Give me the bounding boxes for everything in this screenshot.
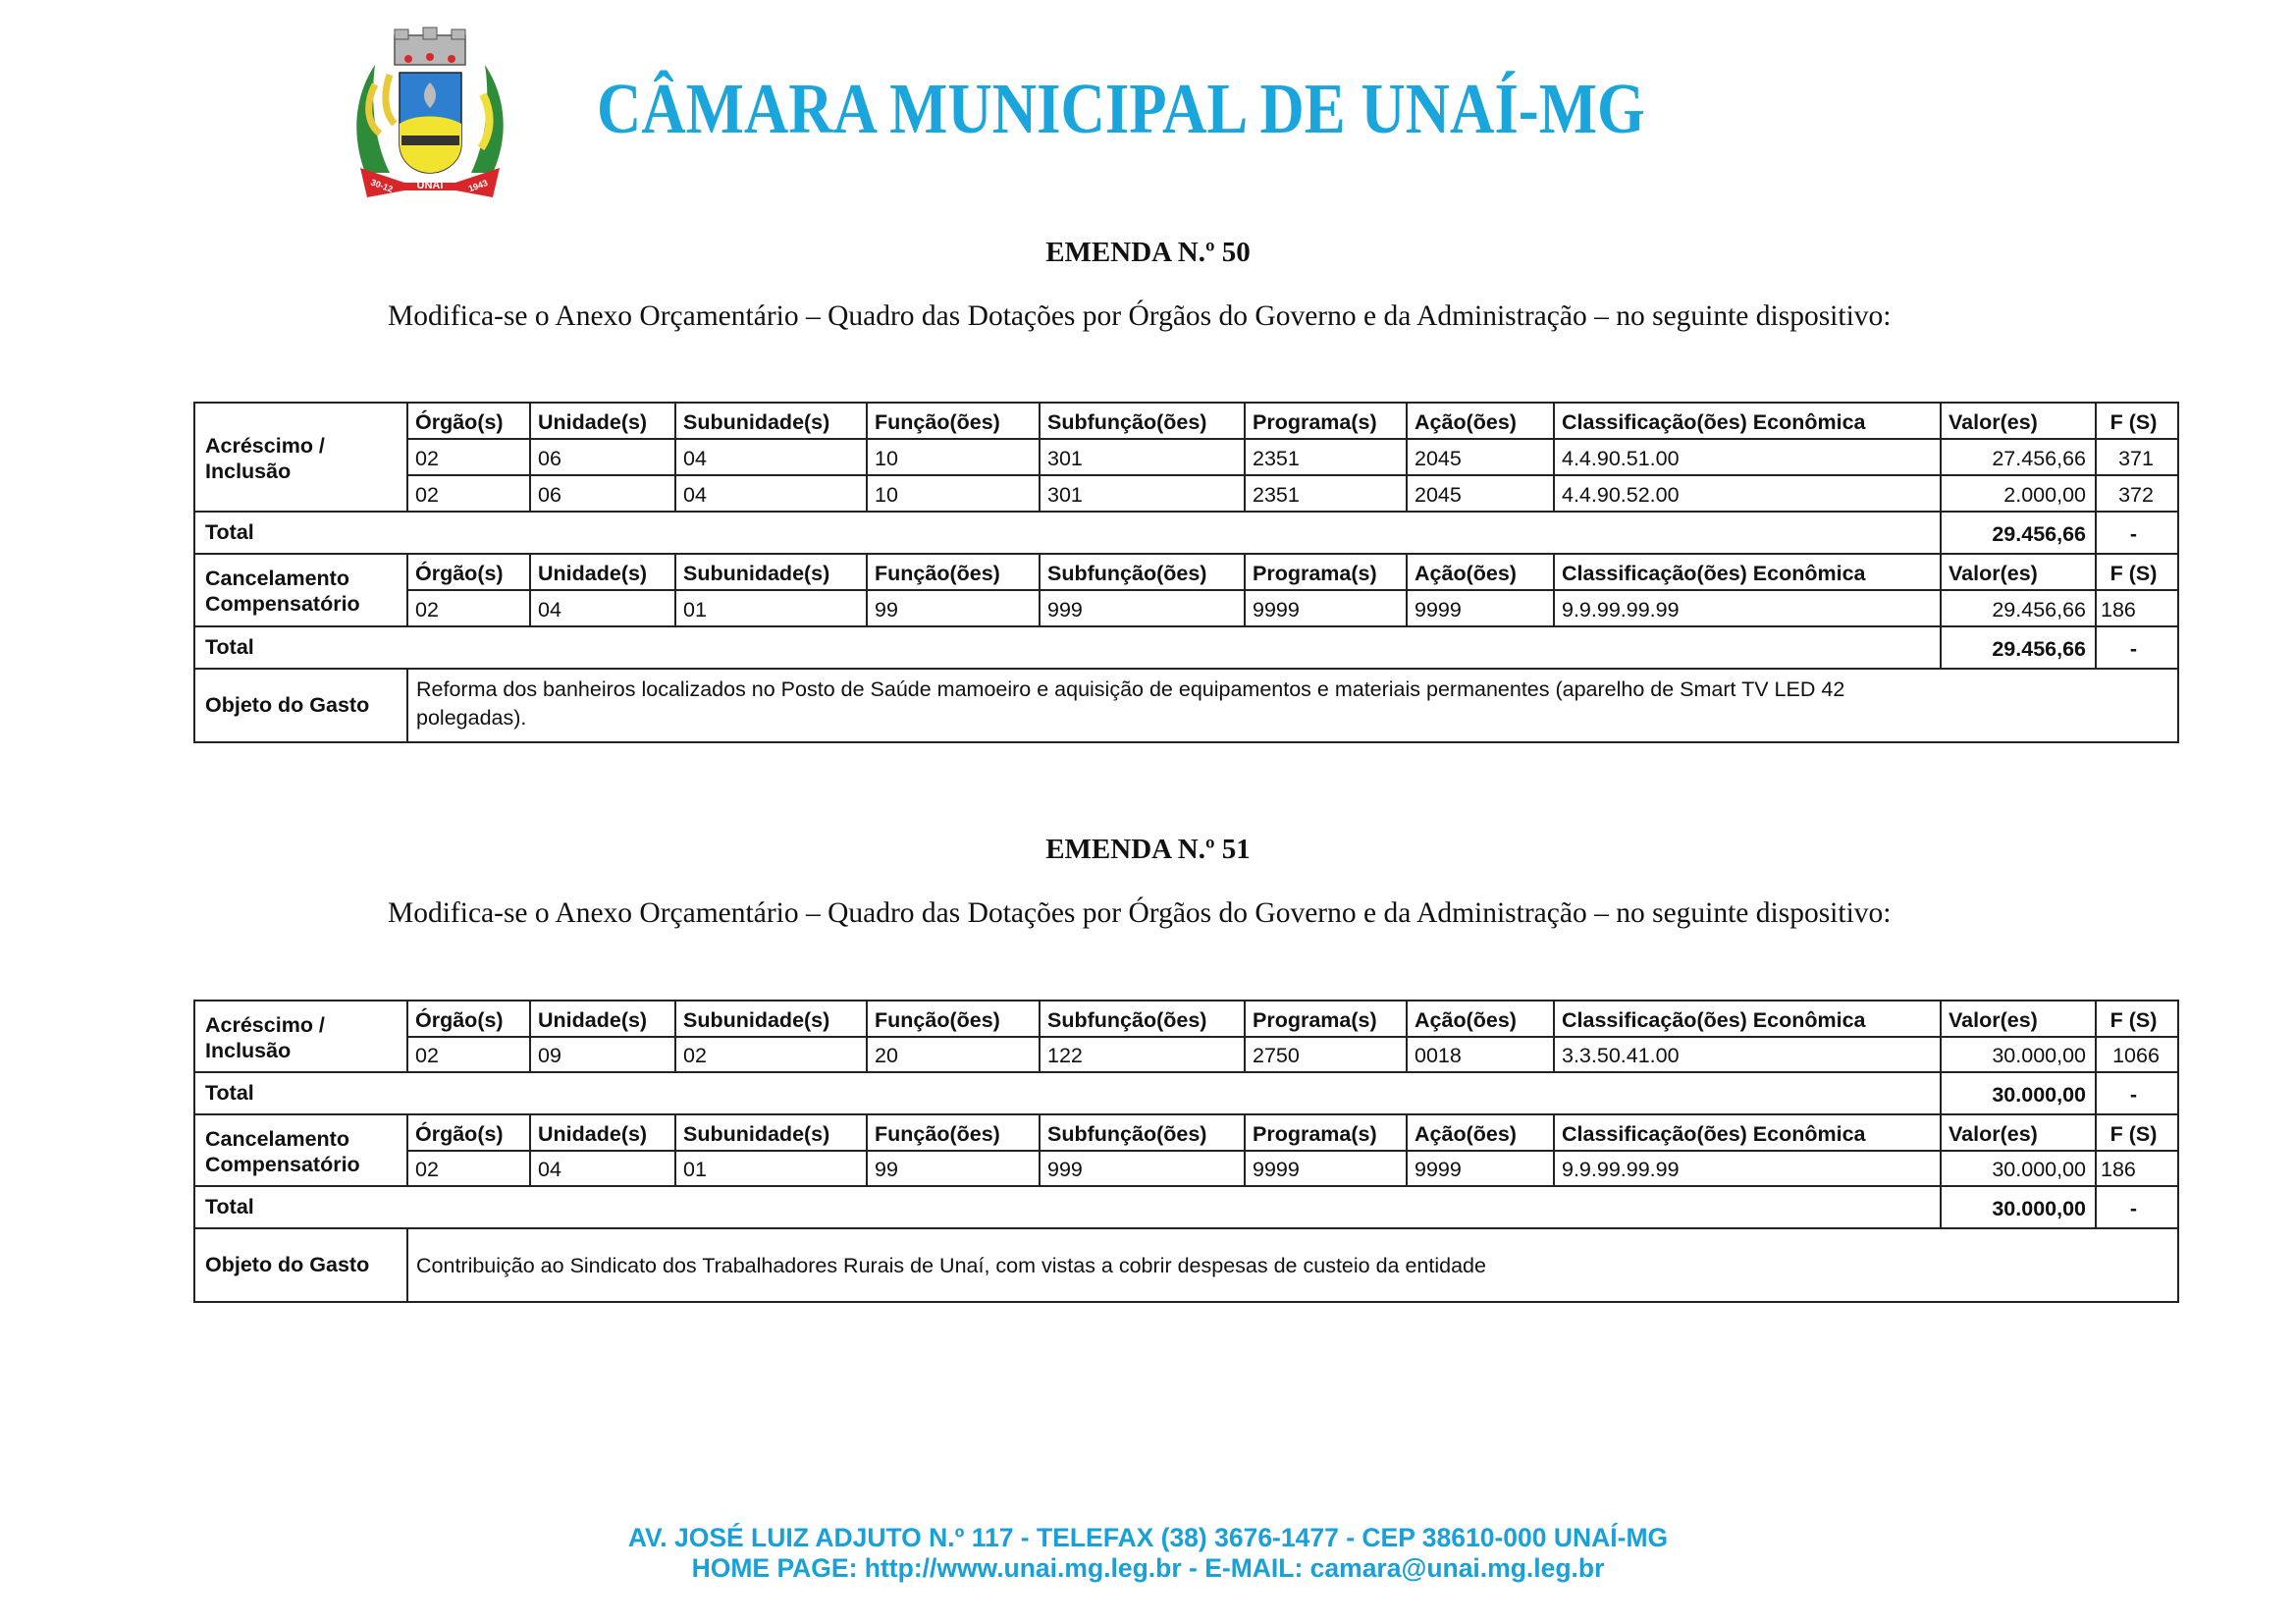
table-cell: 06 [538,447,561,470]
table-cell: 02 [415,598,439,622]
table-cell: 02 [683,1044,707,1067]
table-rule [866,1113,868,1187]
total-value: 30.000,00 [1992,1083,2086,1107]
table-cell: 2351 [1253,483,1300,507]
total-label: Total [205,1195,254,1218]
table-cell: 30.000,00 [1992,1044,2086,1067]
table-cell: 30.000,00 [1992,1158,2086,1181]
column-header: Classificação(ões) Econômica [1562,1008,1866,1032]
section-label-line: Inclusão [205,460,292,483]
table-cell: 301 [1047,483,1083,507]
emenda-title: EMENDA N.º 51 [1045,834,1251,865]
column-header: Unidade(s) [538,1122,648,1146]
total-fs: - [2129,1083,2138,1107]
objeto-text-line: Reforma dos banheiros localizados no Posto de Saúde mamoeiro e aquisição de equipamentos e materiais permanentes (aparelho de Smart TV LED 42 [416,677,1845,701]
section-label-line: Acréscimo / [205,434,325,458]
table-cell: 02 [415,447,439,470]
table-rule [2095,1185,2097,1229]
table-rule [1039,553,1041,627]
table-rule [406,553,408,627]
table-rule [1406,1000,1408,1073]
section-label-line: Compensatório [205,592,360,616]
table-cell: 186 [2101,598,2136,622]
table-cell: 9.9.99.99.99 [1562,598,1680,622]
column-header: Subfunção(ões) [1047,410,1207,434]
table-rule [193,402,195,743]
section-label [195,402,406,511]
table-cell: 02 [415,1044,439,1067]
logo-ribbon-left: 30-12 [369,177,395,194]
column-header: Subfunção(ões) [1047,562,1207,585]
table-cell: 29.456,66 [1992,598,2086,622]
table-cell: 372 [2118,483,2154,507]
table-rule [1553,1000,1555,1073]
footer-contact: HOME PAGE: http://www.unai.mg.leg.br - E-MAIL: camara@unai.mg.leg.br [691,1553,1605,1583]
objeto-text-line: Contribuição ao Sindicato dos Trabalhadores Rurais de Unaí, com vistas a cobrir despesas de custeio da entidade [416,1254,1486,1277]
table-rule [2095,553,2097,627]
objeto-label: Objeto do Gasto [205,693,370,717]
column-header: Classificação(ões) Econômica [1562,562,1866,585]
table-rule [529,402,531,513]
total-label: Total [205,520,254,544]
section-label-line: Cancelamento [205,567,349,590]
total-value: 30.000,00 [1992,1197,2086,1220]
logo-ribbon-center: UNAÍ [416,180,444,191]
table-rule [1244,1000,1246,1073]
table-rule [1406,553,1408,627]
table-rule [1244,402,1246,513]
table-cell: 04 [538,1158,561,1181]
table-rule [2177,1000,2179,1303]
table-rule [866,402,868,513]
table-cell: 301 [1047,447,1083,470]
column-header: Subfunção(ões) [1047,1008,1207,1032]
column-header: Órgão(s) [415,410,504,434]
table-rule [193,741,2179,743]
table-rule [2095,402,2097,513]
table-cell: 04 [683,483,707,507]
column-header: F (S) [2109,1122,2158,1146]
table-rule [193,625,2179,627]
table-cell: 9999 [1415,1158,1462,1181]
table-rule [406,1227,408,1303]
section-label-line: Cancelamento [205,1127,349,1151]
total-fs: - [2129,522,2138,546]
column-header: Função(ões) [875,562,1000,585]
table-cell: 2750 [1253,1044,1300,1067]
column-header: Órgão(s) [415,1122,504,1146]
table-rule [1940,511,1942,555]
table-rule [1406,402,1408,513]
column-header: Valor(es) [1949,410,2038,434]
section-label [195,553,406,625]
table-cell: 04 [683,447,707,470]
table-rule [406,402,408,513]
column-header: Programa(s) [1253,562,1377,585]
total-value: 29.456,66 [1992,637,2086,661]
table-cell: 2045 [1415,483,1462,507]
table-rule [1940,1000,1942,1073]
column-header: Subunidade(s) [683,1122,830,1146]
table-rule [2095,1071,2097,1115]
table-rule [1940,1185,1942,1229]
table-rule [1940,1113,1942,1187]
table-cell: 122 [1047,1044,1083,1067]
table-cell: 9999 [1253,598,1300,622]
column-header: Subfunção(ões) [1047,1122,1207,1146]
table-rule [406,1000,408,1073]
section-label-line: Acréscimo / [205,1013,325,1037]
table-cell: 99 [875,598,898,622]
municipal-coat-of-arms-icon [346,26,514,202]
column-header: Valor(es) [1949,1122,2038,1146]
table-rule [406,668,408,743]
column-header: Valor(es) [1949,562,2038,585]
table-cell: 0018 [1415,1044,1462,1067]
table-cell: 20 [875,1044,898,1067]
table-rule [2095,625,2097,670]
section-label-line: Inclusão [205,1039,292,1062]
section-label [195,1113,406,1185]
table-rule [2095,1000,2097,1073]
table-cell: 4.4.90.52.00 [1562,483,1680,507]
table-cell: 01 [683,1158,707,1181]
column-header: Unidade(s) [538,1008,648,1032]
column-header: Subunidade(s) [683,562,830,585]
logo-ribbon-right: 1943 [466,178,490,194]
table-cell: 99 [875,1158,898,1181]
table-rule [1039,1000,1041,1073]
emenda-title: EMENDA N.º 50 [1045,237,1251,268]
column-header: Órgão(s) [415,562,504,585]
objeto-label: Objeto do Gasto [205,1253,370,1276]
table-rule [2095,511,2097,555]
table-rule [674,402,676,513]
total-fs: - [2129,637,2138,661]
footer-address: AV. JOSÉ LUIZ ADJUTO N.º 117 - TELEFAX (38) 3676-1477 - CEP 38610-000 UNAÍ-MG [627,1523,1669,1552]
column-header: Programa(s) [1253,1122,1377,1146]
column-header: Valor(es) [1949,1008,2038,1032]
table-rule [1940,1071,1942,1115]
table-rule [529,553,531,627]
column-header: Programa(s) [1253,1008,1377,1032]
table-rule [529,1113,531,1187]
column-header: Ação(ões) [1415,1008,1517,1032]
table-rule [1039,402,1041,513]
table-rule [1940,625,1942,670]
total-label: Total [205,1081,254,1105]
column-header: F (S) [2109,562,2158,585]
objeto-text-line: polegadas). [416,706,527,730]
table-cell: 9999 [1415,598,1462,622]
column-header: Subunidade(s) [683,410,830,434]
table-rule [866,1000,868,1073]
table-rule [406,1113,408,1187]
table-cell: 2045 [1415,447,1462,470]
emenda-intro: Modifica-se o Anexo Orçamentário – Quadro das Dotações por Órgãos do Governo e da Administração – no seguinte dispositivo: [388,897,1892,929]
table-rule [1553,1113,1555,1187]
table-cell: 10 [875,447,898,470]
table-rule [674,553,676,627]
emenda-intro: Modifica-se o Anexo Orçamentário – Quadro das Dotações por Órgãos do Governo e da Administração – no seguinte dispositivo: [388,300,1892,332]
table-cell: 3.3.50.41.00 [1562,1044,1680,1067]
table-rule [674,1000,676,1073]
table-cell: 01 [683,598,707,622]
table-rule [1553,402,1555,513]
column-header: Unidade(s) [538,562,648,585]
section-label [195,1000,406,1071]
table-rule [674,1113,676,1187]
table-rule [529,1000,531,1073]
column-header: Programa(s) [1253,410,1377,434]
page-title: CÂMARA MUNICIPAL DE UNAÍ-MG [597,69,1645,148]
table-rule [193,1301,2179,1303]
table-cell: 2351 [1253,447,1300,470]
table-rule [1244,553,1246,627]
table-cell: 09 [538,1044,561,1067]
table-rule [2177,402,2179,743]
table-cell: 9.9.99.99.99 [1562,1158,1680,1181]
table-rule [1553,553,1555,627]
table-cell: 9999 [1253,1158,1300,1181]
column-header: Órgão(s) [415,1008,504,1032]
table-cell: 02 [415,1158,439,1181]
column-header: F (S) [2109,410,2158,434]
column-header: Ação(ões) [1415,562,1517,585]
column-header: Função(ões) [875,410,1000,434]
table-rule [1406,1113,1408,1187]
table-rule [2095,1113,2097,1187]
table-cell: 02 [415,483,439,507]
column-header: Classificação(ões) Econômica [1562,410,1866,434]
table-rule [1940,553,1942,627]
column-header: Unidade(s) [538,410,648,434]
table-rule [193,1000,195,1303]
objeto-text [408,668,2177,741]
table-cell: 371 [2118,447,2154,470]
column-header: Classificação(ões) Econômica [1562,1122,1866,1146]
section-label-line: Compensatório [205,1153,360,1176]
column-header: Ação(ões) [1415,410,1517,434]
table-rule [1940,402,1942,513]
table-cell: 2.000,00 [2003,483,2086,507]
table-cell: 999 [1047,598,1083,622]
table-rule [193,511,2179,513]
table-cell: 186 [2101,1158,2136,1181]
total-value: 29.456,66 [1992,522,2086,546]
table-rule [193,1185,2179,1187]
column-header: Função(ões) [875,1008,1000,1032]
table-rule [866,553,868,627]
column-header: Ação(ões) [1415,1122,1517,1146]
total-fs: - [2129,1197,2138,1220]
table-rule [1039,1113,1041,1187]
table-cell: 999 [1047,1158,1083,1181]
table-cell: 10 [875,483,898,507]
objeto-text [408,1227,2177,1301]
table-cell: 1066 [2112,1044,2160,1067]
column-header: Subunidade(s) [683,1008,830,1032]
column-header: Função(ões) [875,1122,1000,1146]
table-rule [193,1071,2179,1073]
total-label: Total [205,635,254,659]
table-cell: 04 [538,598,561,622]
table-cell: 4.4.90.51.00 [1562,447,1680,470]
column-header: F (S) [2109,1008,2158,1032]
table-rule [1244,1113,1246,1187]
table-cell: 06 [538,483,561,507]
table-cell: 27.456,66 [1992,447,2086,470]
